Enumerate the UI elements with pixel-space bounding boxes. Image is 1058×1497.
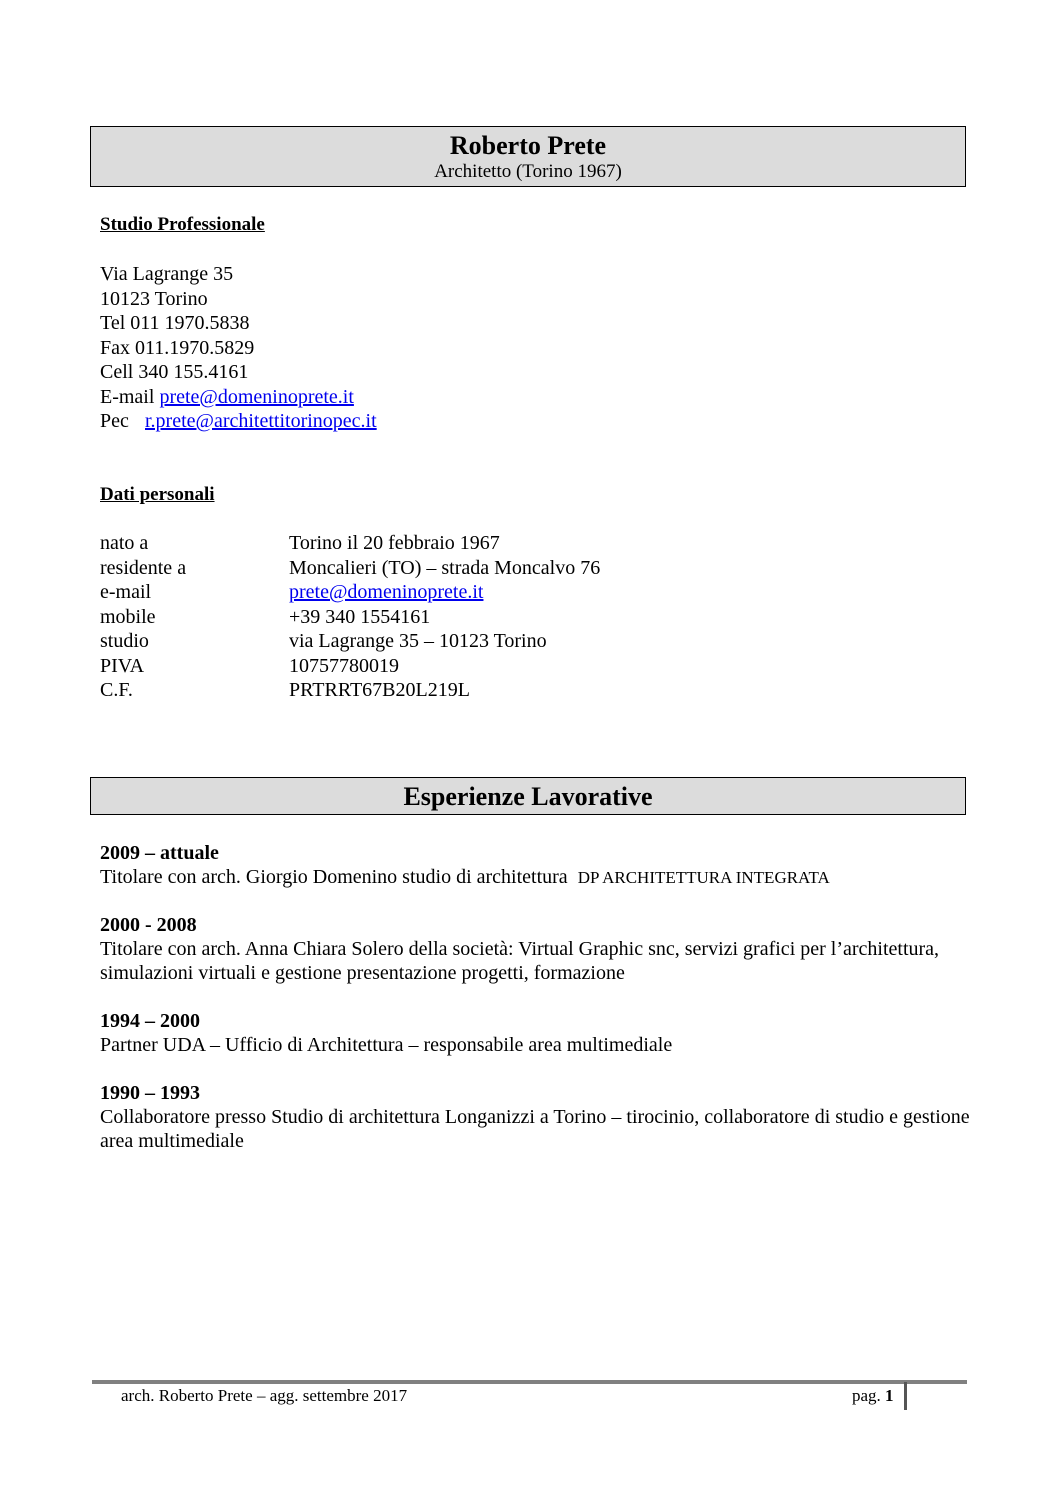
experience-item <box>100 913 970 985</box>
studio-cell: Cell 340 155.4161 <box>100 361 249 383</box>
experience-item <box>100 1009 970 1057</box>
studio-fax: Fax 011.1970.5829 <box>100 336 255 359</box>
experience-period: 1994 – 2000 <box>100 1010 200 1032</box>
studio-section-title: Studio Professionale <box>100 214 265 235</box>
studio-email-link[interactable]: prete@domeninoprete.it <box>159 385 354 408</box>
experience-period: 1990 – 1993 <box>100 1082 200 1104</box>
personal-email-link[interactable]: prete@domeninoprete.it <box>289 581 484 603</box>
studio-address: Via Lagrange 35 <box>100 263 234 285</box>
personal-value: +39 340 1554161 <box>289 605 431 628</box>
email-label: E-mail <box>100 385 155 408</box>
studio-tel: Tel 011 1970.5838 <box>100 312 250 334</box>
experience-text: Titolare con arch. Giorgio Domenino studio di architettura <box>100 866 568 888</box>
page-number: 1 <box>885 1386 894 1405</box>
personal-value: via Lagrange 35 – 10123 Torino <box>289 630 547 652</box>
footer-vertical-divider <box>904 1382 907 1410</box>
experience-section-title: Esperienze Lavorative <box>90 777 966 815</box>
person-subtitle: Architetto (Torino 1967) <box>434 161 622 182</box>
personal-row <box>100 605 600 630</box>
personal-label: C.F. <box>100 679 133 701</box>
footer-author: arch. Roberto Prete – agg. settembre 2017 <box>121 1386 408 1405</box>
personal-row <box>100 556 600 581</box>
experience-text: Collaboratore presso Studio di architettura Longanizzi a Torino – tirocinio, collaboratore di studio e gestione area multimediale <box>100 1106 970 1152</box>
personal-data-table <box>100 531 600 703</box>
header-box <box>90 126 966 187</box>
studio-pec-row <box>100 409 377 434</box>
personal-value: Torino il 20 febbraio 1967 <box>289 532 500 554</box>
experience-description <box>100 865 970 890</box>
personal-row <box>100 580 600 605</box>
studio-pec-link[interactable]: r.prete@architettitorinopec.it <box>145 410 377 432</box>
experience-text: Titolare con arch. Anna Chiara Solero della società: Virtual Graphic snc, servizi grafici per l’architettura, simulazioni virtuali e gestione presentazione progetti, formazione <box>100 938 940 984</box>
footer-page <box>852 1386 894 1406</box>
experience-item <box>100 841 970 890</box>
studio-email-row <box>100 385 377 410</box>
studio-city: 10123 Torino <box>100 287 208 310</box>
personal-section-title: Dati personali <box>100 484 215 505</box>
personal-label: residente a <box>100 556 187 579</box>
personal-label: nato a <box>100 532 149 554</box>
footer-divider <box>92 1380 967 1384</box>
experience-text: Partner UDA – Ufficio di Architettura – responsabile area multimediale <box>100 1034 673 1056</box>
experience-company: DP ARCHITETTURA INTEGRATA <box>577 868 830 887</box>
experience-item <box>100 1081 970 1153</box>
personal-value: 10757780019 <box>289 654 399 677</box>
personal-row <box>100 654 600 679</box>
personal-label: mobile <box>100 605 156 628</box>
personal-row <box>100 678 600 703</box>
personal-value: PRTRRT67B20L219L <box>289 679 470 701</box>
experience-period: 2009 – attuale <box>100 842 219 864</box>
pec-label: Pec <box>100 410 129 432</box>
personal-label: PIVA <box>100 654 145 677</box>
personal-label: studio <box>100 630 149 652</box>
personal-row <box>100 629 600 654</box>
personal-row <box>100 531 600 556</box>
page-label: pag. <box>852 1386 881 1405</box>
person-name: Roberto Prete <box>449 131 607 160</box>
personal-value: Moncalieri (TO) – strada Moncalvo 76 <box>289 556 601 579</box>
personal-label: e-mail <box>100 581 152 603</box>
studio-contacts <box>100 262 377 434</box>
experience-period: 2000 - 2008 <box>100 914 197 936</box>
